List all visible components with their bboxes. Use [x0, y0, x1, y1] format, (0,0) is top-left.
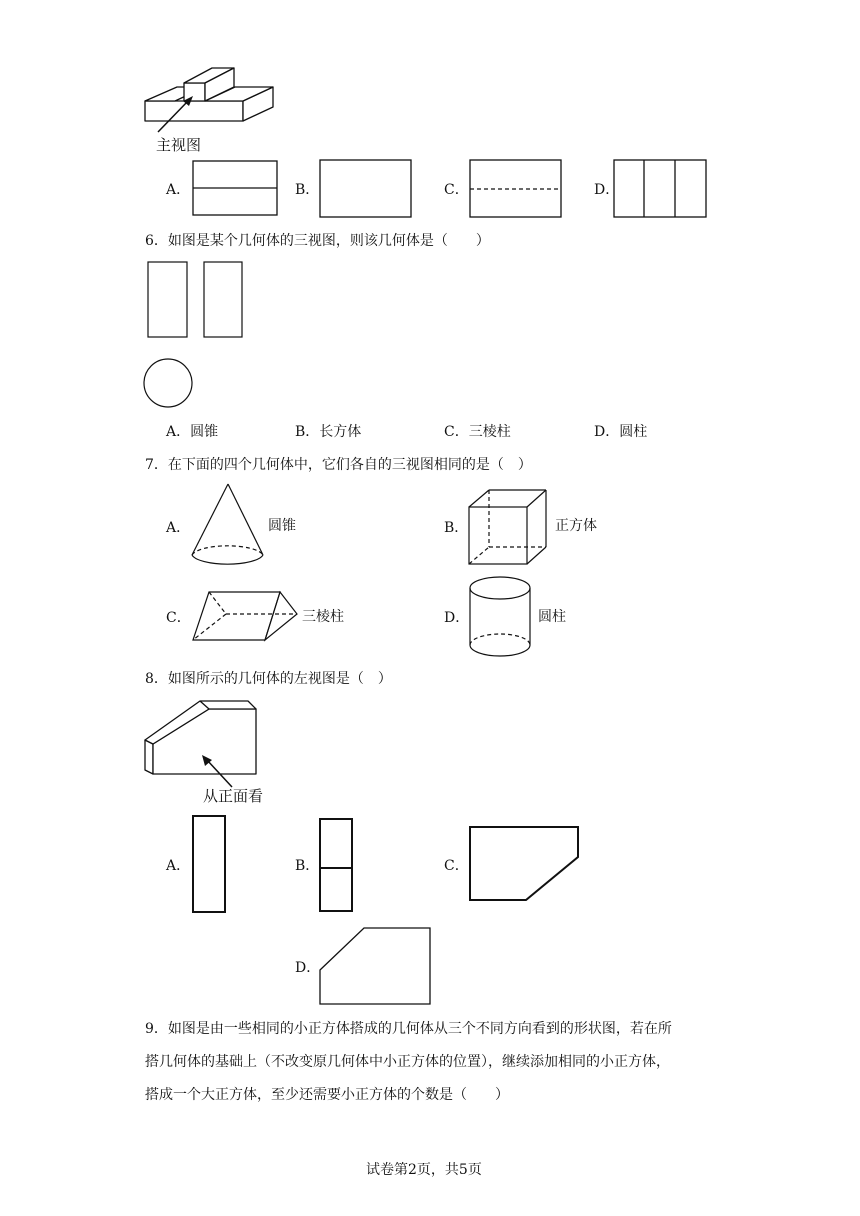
q7-cube-figure	[469, 490, 546, 564]
q8-arrow-label: 从正面看	[203, 787, 264, 805]
q6-option-d[interactable]	[594, 423, 647, 441]
q5-option-d[interactable]: D．	[594, 182, 620, 198]
q7-cone-figure	[192, 484, 263, 564]
q7-stem: 7．在下面的四个几何体中，它们各自的三视图相同的是（ ）	[145, 457, 532, 473]
q5-arrow-label: 主视图	[156, 136, 202, 154]
q5-option-a-figure	[193, 161, 277, 215]
q6-option-a[interactable]	[166, 423, 218, 441]
q8-option-c-figure	[470, 827, 578, 900]
q6-option-d-text: 圆柱	[619, 424, 648, 440]
q7-option-d[interactable]: D．	[444, 610, 470, 626]
q5-option-b-figure	[320, 160, 411, 217]
q6-option-a-letter: A．	[166, 424, 191, 440]
q8-option-a-figure	[193, 816, 225, 912]
q8-option-b-figure	[320, 819, 352, 911]
q6-option-b-letter: B．	[295, 424, 320, 440]
q8-stem: 8．如图所示的几何体的左视图是（ ）	[145, 671, 392, 687]
q5-option-a[interactable]: A．	[166, 182, 191, 198]
q7-option-d-label: 圆柱	[538, 609, 566, 625]
q8-solid-figure	[145, 701, 256, 774]
q6-option-c[interactable]	[444, 423, 511, 441]
q8-option-b[interactable]: B．	[295, 858, 320, 874]
q7-option-c[interactable]: C．	[166, 610, 191, 626]
q8-option-c[interactable]: C．	[444, 858, 469, 874]
q6-option-d-letter: D．	[594, 424, 620, 440]
q6-option-b[interactable]	[295, 423, 361, 441]
q8-option-d-figure	[320, 928, 430, 1004]
q6-option-c-letter: C．	[444, 424, 469, 440]
q8-option-a[interactable]: A．	[166, 858, 191, 874]
q7-option-a-label: 圆锥	[268, 518, 296, 534]
q5-option-b[interactable]: B．	[295, 182, 320, 198]
q6-option-c-text: 三棱柱	[468, 424, 511, 440]
q6-option-b-text: 长方体	[319, 424, 362, 440]
q7-cylinder-figure	[470, 577, 530, 656]
q7-option-b[interactable]: B．	[444, 520, 469, 536]
q8-option-d[interactable]: D．	[295, 960, 321, 976]
q7-option-c-label: 三棱柱	[302, 609, 344, 625]
q6-option-a-text: 圆锥	[190, 424, 219, 440]
q5-option-d-figure	[614, 160, 706, 217]
q7-prism-figure	[193, 592, 297, 640]
q6-three-views	[144, 262, 242, 407]
q9-stem-line-3: 搭成一个大正方体，至少还需要小正方体的个数是（ ）	[145, 1087, 509, 1103]
q7-option-b-label: 正方体	[555, 518, 597, 534]
q5-option-c[interactable]: C．	[444, 182, 469, 198]
page-footer: 试卷第2页，共5页	[366, 1162, 482, 1178]
q7-option-a[interactable]: A．	[166, 520, 191, 536]
q5-option-c-figure	[470, 160, 561, 217]
q5-solid-figure	[145, 68, 273, 121]
q9-stem-line-2: 搭几何体的基础上（不改变原几何体中小正方体的位置），继续添加相同的小正方体，	[145, 1054, 670, 1070]
q6-stem: 6．如图是某个几何体的三视图，则该几何体是（ ）	[145, 233, 490, 249]
q9-stem-line-1: 9．如图是由一些相同的小正方体搭成的几何体从三个不同方向看到的形状图，若在所	[145, 1021, 672, 1037]
